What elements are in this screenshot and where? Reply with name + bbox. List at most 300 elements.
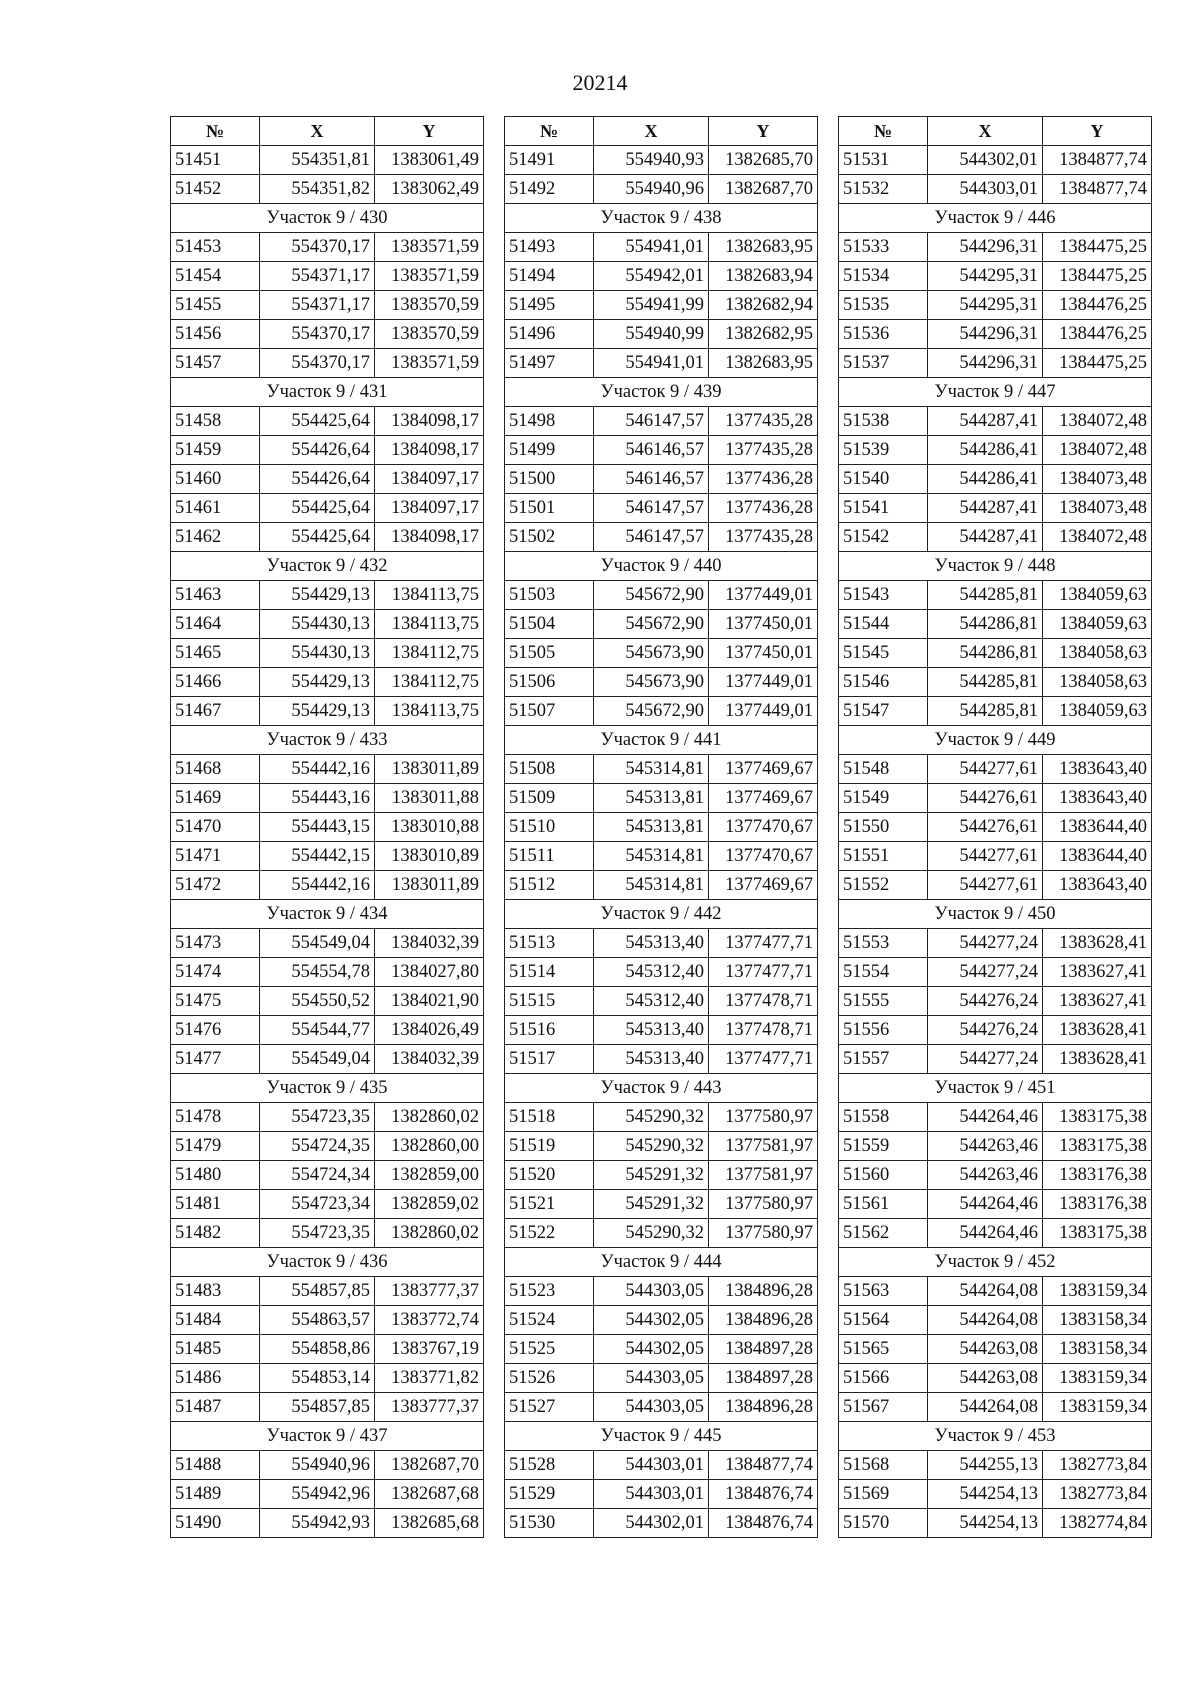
y-coordinate: 1383011,89 <box>375 755 484 784</box>
x-coordinate: 554942,01 <box>594 262 709 291</box>
point-number: 51493 <box>505 233 594 262</box>
x-coordinate: 554863,57 <box>260 1306 375 1335</box>
y-coordinate: 1384476,25 <box>1043 320 1152 349</box>
table-row <box>839 175 1152 204</box>
y-coordinate: 1384896,28 <box>709 1306 818 1335</box>
x-coordinate: 544303,05 <box>594 1364 709 1393</box>
point-number: 51451 <box>171 146 260 175</box>
point-number: 51547 <box>839 697 928 726</box>
x-coordinate: 554426,64 <box>260 465 375 494</box>
x-coordinate: 554724,34 <box>260 1161 375 1190</box>
point-number: 51456 <box>171 320 260 349</box>
point-number: 51523 <box>505 1277 594 1306</box>
point-number: 51560 <box>839 1161 928 1190</box>
section-header-row <box>171 900 484 929</box>
point-number: 51521 <box>505 1190 594 1219</box>
table-row <box>839 407 1152 436</box>
x-coordinate: 554941,01 <box>594 233 709 262</box>
x-coordinate: 544303,01 <box>928 175 1043 204</box>
x-coordinate: 554941,99 <box>594 291 709 320</box>
point-number: 51542 <box>839 523 928 552</box>
table-row <box>839 146 1152 175</box>
table-row <box>505 349 818 378</box>
point-number: 51509 <box>505 784 594 813</box>
section-header-row <box>505 378 818 407</box>
x-coordinate: 544302,01 <box>928 146 1043 175</box>
table-header-row <box>505 117 818 146</box>
table-row <box>171 813 484 842</box>
point-number: 51550 <box>839 813 928 842</box>
table-row <box>171 494 484 523</box>
y-coordinate: 1383772,74 <box>375 1306 484 1335</box>
y-coordinate: 1384059,63 <box>1043 581 1152 610</box>
point-number: 51475 <box>171 987 260 1016</box>
y-coordinate: 1384475,25 <box>1043 233 1152 262</box>
y-coordinate: 1384073,48 <box>1043 465 1152 494</box>
table-row <box>171 523 484 552</box>
table-row <box>839 1103 1152 1132</box>
table-row <box>171 1451 484 1480</box>
table-row <box>171 1480 484 1509</box>
point-number: 51528 <box>505 1451 594 1480</box>
x-coordinate: 554351,82 <box>260 175 375 204</box>
x-coordinate: 545313,40 <box>594 1045 709 1074</box>
y-coordinate: 1383158,34 <box>1043 1306 1152 1335</box>
point-number: 51517 <box>505 1045 594 1074</box>
table-row <box>839 784 1152 813</box>
x-coordinate: 545313,40 <box>594 1016 709 1045</box>
x-coordinate: 544277,24 <box>928 1045 1043 1074</box>
section-title: Участок 9 / 436 <box>171 1248 484 1277</box>
point-number: 51496 <box>505 320 594 349</box>
section-header-row <box>505 1422 818 1451</box>
table-row <box>839 610 1152 639</box>
point-number: 51476 <box>171 1016 260 1045</box>
x-coordinate: 544263,08 <box>928 1364 1043 1393</box>
x-coordinate: 554370,17 <box>260 320 375 349</box>
x-coordinate: 554723,35 <box>260 1219 375 1248</box>
table-row <box>171 871 484 900</box>
section-title: Участок 9 / 443 <box>505 1074 818 1103</box>
point-number: 51534 <box>839 262 928 291</box>
point-number: 51466 <box>171 668 260 697</box>
x-coordinate: 544264,46 <box>928 1103 1043 1132</box>
table-row <box>171 291 484 320</box>
table-row <box>839 262 1152 291</box>
x-coordinate: 544285,81 <box>928 668 1043 697</box>
x-coordinate: 545291,32 <box>594 1161 709 1190</box>
table-row <box>171 987 484 1016</box>
x-coordinate: 544296,31 <box>928 320 1043 349</box>
x-coordinate: 544296,31 <box>928 233 1043 262</box>
section-title: Участок 9 / 446 <box>839 204 1152 233</box>
x-coordinate: 545313,81 <box>594 813 709 842</box>
x-coordinate: 544286,41 <box>928 436 1043 465</box>
point-number: 51566 <box>839 1364 928 1393</box>
section-title: Участок 9 / 445 <box>505 1422 818 1451</box>
table-row <box>171 1190 484 1219</box>
x-coordinate: 554940,96 <box>260 1451 375 1480</box>
x-coordinate: 554940,99 <box>594 320 709 349</box>
x-coordinate: 544302,05 <box>594 1335 709 1364</box>
table-header-row <box>171 117 484 146</box>
header-y: Y <box>375 117 484 146</box>
point-number: 51522 <box>505 1219 594 1248</box>
table-row <box>839 813 1152 842</box>
y-coordinate: 1383777,37 <box>375 1277 484 1306</box>
y-coordinate: 1382682,95 <box>709 320 818 349</box>
x-coordinate: 544286,41 <box>928 465 1043 494</box>
table-row <box>505 958 818 987</box>
section-title: Участок 9 / 450 <box>839 900 1152 929</box>
table-row <box>505 610 818 639</box>
point-number: 51499 <box>505 436 594 465</box>
x-coordinate: 554549,04 <box>260 1045 375 1074</box>
x-coordinate: 544264,08 <box>928 1306 1043 1335</box>
y-coordinate: 1382859,00 <box>375 1161 484 1190</box>
y-coordinate: 1383570,59 <box>375 291 484 320</box>
point-number: 51557 <box>839 1045 928 1074</box>
x-coordinate: 544295,31 <box>928 262 1043 291</box>
y-coordinate: 1383627,41 <box>1043 958 1152 987</box>
point-number: 51529 <box>505 1480 594 1509</box>
section-header-row <box>171 1074 484 1103</box>
y-coordinate: 1382860,02 <box>375 1103 484 1132</box>
point-number: 51555 <box>839 987 928 1016</box>
table-row <box>505 581 818 610</box>
table-row <box>171 842 484 871</box>
y-coordinate: 1384021,90 <box>375 987 484 1016</box>
point-number: 51541 <box>839 494 928 523</box>
point-number: 51462 <box>171 523 260 552</box>
y-coordinate: 1384032,39 <box>375 929 484 958</box>
x-coordinate: 544277,24 <box>928 929 1043 958</box>
section-title: Участок 9 / 437 <box>171 1422 484 1451</box>
y-coordinate: 1382683,94 <box>709 262 818 291</box>
table-row <box>505 146 818 175</box>
x-coordinate: 544285,81 <box>928 697 1043 726</box>
table-row <box>505 784 818 813</box>
table-row <box>505 1219 818 1248</box>
table-row <box>839 1393 1152 1422</box>
y-coordinate: 1377580,97 <box>709 1103 818 1132</box>
table-row <box>505 523 818 552</box>
table-row <box>505 697 818 726</box>
table-row <box>505 465 818 494</box>
y-coordinate: 1384098,17 <box>375 523 484 552</box>
y-coordinate: 1384876,74 <box>709 1509 818 1538</box>
page-number: 20214 <box>572 70 628 95</box>
point-number: 51488 <box>171 1451 260 1480</box>
table-row <box>505 639 818 668</box>
y-coordinate: 1377449,01 <box>709 697 818 726</box>
x-coordinate: 545290,32 <box>594 1103 709 1132</box>
y-coordinate: 1383628,41 <box>1043 929 1152 958</box>
x-coordinate: 544263,08 <box>928 1335 1043 1364</box>
x-coordinate: 544264,46 <box>928 1219 1043 1248</box>
y-coordinate: 1384098,17 <box>375 436 484 465</box>
y-coordinate: 1383158,34 <box>1043 1335 1152 1364</box>
x-coordinate: 554723,34 <box>260 1190 375 1219</box>
y-coordinate: 1384896,28 <box>709 1393 818 1422</box>
y-coordinate: 1384072,48 <box>1043 523 1152 552</box>
x-coordinate: 545291,32 <box>594 1190 709 1219</box>
table-row <box>839 842 1152 871</box>
table-row <box>171 1219 484 1248</box>
point-number: 51504 <box>505 610 594 639</box>
table-row <box>171 1103 484 1132</box>
table-row <box>171 407 484 436</box>
section-title: Участок 9 / 433 <box>171 726 484 755</box>
x-coordinate: 545312,40 <box>594 958 709 987</box>
x-coordinate: 554442,16 <box>260 755 375 784</box>
point-number: 51489 <box>171 1480 260 1509</box>
section-header-row <box>171 204 484 233</box>
point-number: 51481 <box>171 1190 260 1219</box>
table-row <box>839 494 1152 523</box>
point-number: 51460 <box>171 465 260 494</box>
y-coordinate: 1382687,70 <box>375 1451 484 1480</box>
y-coordinate: 1383571,59 <box>375 262 484 291</box>
point-number: 51514 <box>505 958 594 987</box>
table-row <box>171 581 484 610</box>
table-row <box>505 233 818 262</box>
point-number: 51483 <box>171 1277 260 1306</box>
table-row <box>505 668 818 697</box>
table-row <box>171 1132 484 1161</box>
x-coordinate: 554723,35 <box>260 1103 375 1132</box>
point-number: 51520 <box>505 1161 594 1190</box>
y-coordinate: 1377477,71 <box>709 1045 818 1074</box>
section-header-row <box>505 726 818 755</box>
point-number: 51564 <box>839 1306 928 1335</box>
header-y: Y <box>1043 117 1152 146</box>
y-coordinate: 1383643,40 <box>1043 755 1152 784</box>
table-row <box>171 465 484 494</box>
point-number: 51455 <box>171 291 260 320</box>
section-title: Участок 9 / 452 <box>839 1248 1152 1277</box>
x-coordinate: 544276,24 <box>928 987 1043 1016</box>
point-number: 51506 <box>505 668 594 697</box>
y-coordinate: 1377449,01 <box>709 581 818 610</box>
point-number: 51524 <box>505 1306 594 1335</box>
table-row <box>505 1045 818 1074</box>
x-coordinate: 545312,40 <box>594 987 709 1016</box>
point-number: 51539 <box>839 436 928 465</box>
y-coordinate: 1383777,37 <box>375 1393 484 1422</box>
table-row <box>171 1393 484 1422</box>
y-coordinate: 1384112,75 <box>375 668 484 697</box>
point-number: 51474 <box>171 958 260 987</box>
header-number: № <box>171 117 260 146</box>
section-header-row <box>839 1074 1152 1103</box>
section-title: Участок 9 / 442 <box>505 900 818 929</box>
table-row <box>171 1364 484 1393</box>
section-header-row <box>839 726 1152 755</box>
y-coordinate: 1384113,75 <box>375 697 484 726</box>
point-number: 51458 <box>171 407 260 436</box>
point-number: 51548 <box>839 755 928 784</box>
point-number: 51553 <box>839 929 928 958</box>
point-number: 51454 <box>171 262 260 291</box>
y-coordinate: 1377478,71 <box>709 1016 818 1045</box>
table-row <box>839 987 1152 1016</box>
point-number: 51516 <box>505 1016 594 1045</box>
table-row <box>171 233 484 262</box>
table-row <box>505 1480 818 1509</box>
section-title: Участок 9 / 444 <box>505 1248 818 1277</box>
point-number: 51482 <box>171 1219 260 1248</box>
point-number: 51485 <box>171 1335 260 1364</box>
x-coordinate: 544303,01 <box>594 1451 709 1480</box>
table-row <box>171 1277 484 1306</box>
y-coordinate: 1384896,28 <box>709 1277 818 1306</box>
section-header-row <box>839 204 1152 233</box>
section-header-row <box>171 378 484 407</box>
y-coordinate: 1382859,02 <box>375 1190 484 1219</box>
y-coordinate: 1377450,01 <box>709 639 818 668</box>
coordinate-table-2 <box>504 116 818 1538</box>
x-coordinate: 546147,57 <box>594 494 709 523</box>
x-coordinate: 545314,81 <box>594 842 709 871</box>
table-row <box>839 1306 1152 1335</box>
y-coordinate: 1377470,67 <box>709 842 818 871</box>
x-coordinate: 554430,13 <box>260 610 375 639</box>
y-coordinate: 1382687,68 <box>375 1480 484 1509</box>
section-header-row <box>505 204 818 233</box>
x-coordinate: 544276,61 <box>928 784 1043 813</box>
point-number: 51526 <box>505 1364 594 1393</box>
table-row <box>505 1161 818 1190</box>
point-number: 51505 <box>505 639 594 668</box>
point-number: 51552 <box>839 871 928 900</box>
point-number: 51471 <box>171 842 260 871</box>
section-header-row <box>839 378 1152 407</box>
table-row <box>839 668 1152 697</box>
section-title: Участок 9 / 430 <box>171 204 484 233</box>
y-coordinate: 1383175,38 <box>1043 1132 1152 1161</box>
y-coordinate: 1383570,59 <box>375 320 484 349</box>
x-coordinate: 554942,93 <box>260 1509 375 1538</box>
point-number: 51495 <box>505 291 594 320</box>
table-row <box>171 1161 484 1190</box>
y-coordinate: 1383571,59 <box>375 233 484 262</box>
y-coordinate: 1383771,82 <box>375 1364 484 1393</box>
section-title: Участок 9 / 448 <box>839 552 1152 581</box>
y-coordinate: 1377450,01 <box>709 610 818 639</box>
point-number: 51569 <box>839 1480 928 1509</box>
table-row <box>171 697 484 726</box>
y-coordinate: 1377435,28 <box>709 407 818 436</box>
x-coordinate: 554544,77 <box>260 1016 375 1045</box>
table-row <box>171 1016 484 1045</box>
x-coordinate: 545290,32 <box>594 1132 709 1161</box>
point-number: 51531 <box>839 146 928 175</box>
section-header-row <box>171 1422 484 1451</box>
header-number: № <box>505 117 594 146</box>
point-number: 51469 <box>171 784 260 813</box>
y-coordinate: 1377436,28 <box>709 494 818 523</box>
table-row <box>839 436 1152 465</box>
point-number: 51477 <box>171 1045 260 1074</box>
y-coordinate: 1384897,28 <box>709 1364 818 1393</box>
table-row <box>839 1132 1152 1161</box>
y-coordinate: 1382682,94 <box>709 291 818 320</box>
section-header-row <box>839 1248 1152 1277</box>
point-number: 51492 <box>505 175 594 204</box>
y-coordinate: 1384475,25 <box>1043 262 1152 291</box>
x-coordinate: 554371,17 <box>260 262 375 291</box>
y-coordinate: 1384113,75 <box>375 581 484 610</box>
x-coordinate: 544287,41 <box>928 523 1043 552</box>
point-number: 51563 <box>839 1277 928 1306</box>
y-coordinate: 1383628,41 <box>1043 1016 1152 1045</box>
table-row <box>505 871 818 900</box>
x-coordinate: 545673,90 <box>594 668 709 697</box>
point-number: 51554 <box>839 958 928 987</box>
x-coordinate: 544287,41 <box>928 494 1043 523</box>
y-coordinate: 1382860,00 <box>375 1132 484 1161</box>
point-number: 51540 <box>839 465 928 494</box>
table-row <box>505 987 818 1016</box>
y-coordinate: 1384097,17 <box>375 494 484 523</box>
table-row <box>839 639 1152 668</box>
y-coordinate: 1384113,75 <box>375 610 484 639</box>
y-coordinate: 1377469,67 <box>709 871 818 900</box>
y-coordinate: 1383011,88 <box>375 784 484 813</box>
section-header-row <box>839 552 1152 581</box>
x-coordinate: 545313,40 <box>594 929 709 958</box>
x-coordinate: 554858,86 <box>260 1335 375 1364</box>
point-number: 51527 <box>505 1393 594 1422</box>
point-number: 51494 <box>505 262 594 291</box>
y-coordinate: 1383571,59 <box>375 349 484 378</box>
y-coordinate: 1383176,38 <box>1043 1161 1152 1190</box>
point-number: 51490 <box>171 1509 260 1538</box>
x-coordinate: 545672,90 <box>594 610 709 639</box>
y-coordinate: 1383643,40 <box>1043 871 1152 900</box>
point-number: 51515 <box>505 987 594 1016</box>
x-coordinate: 544276,24 <box>928 1016 1043 1045</box>
x-coordinate: 544277,61 <box>928 755 1043 784</box>
y-coordinate: 1382687,70 <box>709 175 818 204</box>
table-row <box>505 1451 818 1480</box>
x-coordinate: 554370,17 <box>260 233 375 262</box>
x-coordinate: 545314,81 <box>594 755 709 784</box>
point-number: 51537 <box>839 349 928 378</box>
point-number: 51473 <box>171 929 260 958</box>
y-coordinate: 1383061,49 <box>375 146 484 175</box>
x-coordinate: 554425,64 <box>260 523 375 552</box>
x-coordinate: 554351,81 <box>260 146 375 175</box>
header-x: X <box>928 117 1043 146</box>
section-header-row <box>505 1248 818 1277</box>
point-number: 51561 <box>839 1190 928 1219</box>
table-row <box>171 349 484 378</box>
point-number: 51491 <box>505 146 594 175</box>
y-coordinate: 1384058,63 <box>1043 639 1152 668</box>
y-coordinate: 1384475,25 <box>1043 349 1152 378</box>
point-number: 51558 <box>839 1103 928 1132</box>
y-coordinate: 1384877,74 <box>709 1451 818 1480</box>
y-coordinate: 1383062,49 <box>375 175 484 204</box>
x-coordinate: 554425,64 <box>260 494 375 523</box>
point-number: 51503 <box>505 581 594 610</box>
y-coordinate: 1384877,74 <box>1043 146 1152 175</box>
table-row <box>505 1306 818 1335</box>
table-row <box>839 697 1152 726</box>
x-coordinate: 546147,57 <box>594 523 709 552</box>
